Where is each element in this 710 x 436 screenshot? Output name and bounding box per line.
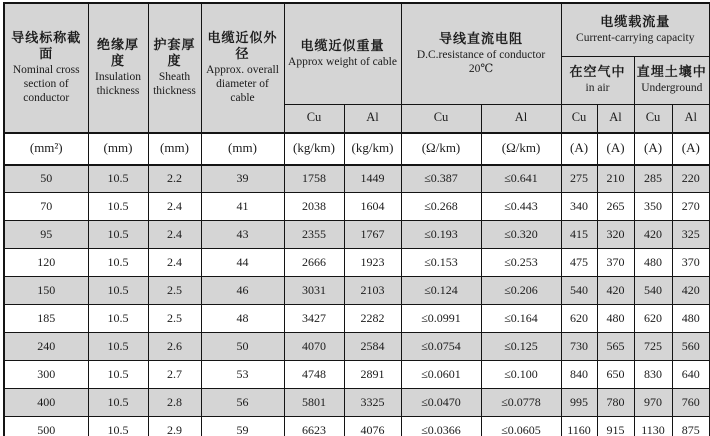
table-cell: 1767 [344, 221, 401, 249]
table-cell: 6623 [284, 417, 344, 436]
table-cell: 1758 [284, 165, 344, 193]
table-cell: ≤0.268 [401, 193, 481, 221]
table-cell: 640 [672, 361, 710, 389]
table-cell: 300 [4, 361, 88, 389]
table-cell: 1449 [344, 165, 401, 193]
table-cell: 70 [4, 193, 88, 221]
table-cell: 48 [201, 305, 284, 333]
table-cell: ≤0.253 [481, 249, 561, 277]
table-cell: 995 [561, 389, 597, 417]
table-cell: 1923 [344, 249, 401, 277]
units-row [4, 133, 710, 165]
table-cell: 10.5 [88, 389, 148, 417]
header-underground-zh: 直埋土壤中 [636, 63, 707, 79]
table-cell: 41 [201, 193, 284, 221]
table-cell: 2103 [344, 277, 401, 305]
table-cell: 150 [4, 277, 88, 305]
table-row [4, 193, 710, 221]
table-cell: 56 [201, 389, 284, 417]
table-cell: 415 [561, 221, 597, 249]
header-diameter-en: Approx. overall diameter of cable [206, 64, 279, 104]
table-cell: 2.4 [148, 249, 201, 277]
table-cell: 2.5 [148, 305, 201, 333]
table-cell: 240 [4, 333, 88, 361]
table-cell: 10.5 [88, 165, 148, 193]
header-approx-weight [284, 3, 401, 104]
table-cell: 185 [4, 305, 88, 333]
header-nominal-cross-section [4, 3, 88, 133]
subheader-underground-al: Al [672, 104, 710, 133]
table-cell: ≤0.124 [401, 277, 481, 305]
header-overall-diameter [201, 3, 284, 133]
header-weight-zh: 电缆近似重量 [300, 37, 385, 53]
table-cell: 2891 [344, 361, 401, 389]
table-cell: ≤0.0601 [401, 361, 481, 389]
table-cell: 3325 [344, 389, 401, 417]
subheader-air-cu: Cu [561, 104, 597, 133]
header-insulation-thickness [88, 3, 148, 133]
subheader-weight-cu: Cu [284, 104, 344, 133]
table-cell: 1160 [561, 417, 597, 436]
table-row [4, 417, 710, 436]
table-row [4, 277, 710, 305]
table-cell: 325 [672, 221, 710, 249]
table-row [4, 361, 710, 389]
table-row [4, 305, 710, 333]
table-cell: 270 [672, 193, 710, 221]
table-row [4, 333, 710, 361]
table-cell: 275 [561, 165, 597, 193]
header-nominal-zh: 导线标称截面 [11, 29, 82, 62]
table-cell: 46 [201, 277, 284, 305]
table-cell: 2282 [344, 305, 401, 333]
header-weight-en: Approx weight of cable [288, 55, 397, 68]
table-cell: 10.5 [88, 221, 148, 249]
header-resistance-temp: 20℃ [468, 62, 494, 75]
header-insulation-en: Insulation thickness [95, 71, 141, 97]
unit-underground-cu: (A) [634, 133, 672, 165]
header-in-air-zh: 在空气中 [569, 63, 626, 79]
table-cell: 730 [561, 333, 597, 361]
header-resistance-en: D.C.resistance of conductor [416, 49, 546, 62]
table-cell: 370 [672, 249, 710, 277]
table-row [4, 389, 710, 417]
table-cell: 2584 [344, 333, 401, 361]
unit-sheath: (mm) [148, 133, 201, 165]
table-cell: 10.5 [88, 417, 148, 436]
table-cell: 320 [597, 221, 634, 249]
table-cell: ≤0.0605 [481, 417, 561, 436]
header-sheath-en: Sheath thickness [153, 71, 196, 97]
table-cell: 95 [4, 221, 88, 249]
table-cell: 540 [634, 277, 672, 305]
table-cell: ≤0.641 [481, 165, 561, 193]
table-row [4, 249, 710, 277]
table-cell: 265 [597, 193, 634, 221]
table-cell: 50 [201, 333, 284, 361]
unit-resistance-cu: (Ω/km) [401, 133, 481, 165]
subheader-air-al: Al [597, 104, 634, 133]
table-cell: ≤0.443 [481, 193, 561, 221]
table-cell: 3031 [284, 277, 344, 305]
table-cell: 760 [672, 389, 710, 417]
table-cell: 39 [201, 165, 284, 193]
header-current-capacity [561, 3, 710, 56]
table-cell: 2038 [284, 193, 344, 221]
table-cell: 50 [4, 165, 88, 193]
unit-weight-cu: (kg/km) [284, 133, 344, 165]
table-cell: 220 [672, 165, 710, 193]
table-cell: 970 [634, 389, 672, 417]
table-cell: 53 [201, 361, 284, 389]
table-cell: 560 [672, 333, 710, 361]
table-cell: ≤0.100 [481, 361, 561, 389]
table-cell: 420 [597, 277, 634, 305]
table-cell: 10.5 [88, 361, 148, 389]
unit-cross-section: (mm²) [4, 133, 88, 165]
header-underground-en: Underground [641, 82, 703, 95]
table-cell: 10.5 [88, 249, 148, 277]
table-cell: 2.4 [148, 193, 201, 221]
unit-weight-al: (kg/km) [344, 133, 401, 165]
header-nominal-en: Nominal cross section of conductor [12, 64, 80, 104]
table-cell: 4748 [284, 361, 344, 389]
table-cell: 350 [634, 193, 672, 221]
table-cell: 420 [672, 277, 710, 305]
table-body [4, 165, 710, 436]
table-cell: 565 [597, 333, 634, 361]
header-in-air-en: in air [585, 82, 610, 95]
table-header [4, 3, 710, 165]
table-cell: 10.5 [88, 305, 148, 333]
table-cell: 2.5 [148, 277, 201, 305]
header-capacity-en: Current-carrying capacity [576, 31, 695, 44]
table-cell: 620 [634, 305, 672, 333]
table-cell: ≤0.193 [401, 221, 481, 249]
table-cell: 4070 [284, 333, 344, 361]
subheader-resistance-al: Al [481, 104, 561, 133]
header-insulation-zh: 绝缘厚度 [96, 36, 139, 68]
table-cell: 480 [634, 249, 672, 277]
table-cell: 370 [597, 249, 634, 277]
table-cell: ≤0.0778 [481, 389, 561, 417]
table-cell: 120 [4, 249, 88, 277]
table-cell: 2.2 [148, 165, 201, 193]
table-cell: 5801 [284, 389, 344, 417]
table-cell: 2.6 [148, 333, 201, 361]
table-cell: ≤0.206 [481, 277, 561, 305]
table-cell: 500 [4, 417, 88, 436]
table-cell: 44 [201, 249, 284, 277]
table-cell: 10.5 [88, 193, 148, 221]
table-cell: ≤0.387 [401, 165, 481, 193]
unit-underground-al: (A) [672, 133, 710, 165]
table-cell: 830 [634, 361, 672, 389]
table-cell: ≤0.125 [481, 333, 561, 361]
unit-air-cu: (A) [561, 133, 597, 165]
table-row [4, 221, 710, 249]
table-cell: 780 [597, 389, 634, 417]
table-cell: 10.5 [88, 333, 148, 361]
table-cell: 3427 [284, 305, 344, 333]
table-cell: 480 [597, 305, 634, 333]
table-cell: 285 [634, 165, 672, 193]
table-cell: 1130 [634, 417, 672, 436]
table-cell: 43 [201, 221, 284, 249]
table-cell: 480 [672, 305, 710, 333]
unit-diameter: (mm) [201, 133, 284, 165]
table-cell: 540 [561, 277, 597, 305]
table-cell: 340 [561, 193, 597, 221]
table-cell: 400 [4, 389, 88, 417]
table-cell: 915 [597, 417, 634, 436]
table-cell: 725 [634, 333, 672, 361]
header-underground [634, 56, 710, 104]
table-cell: ≤0.0754 [401, 333, 481, 361]
table-cell: 4076 [344, 417, 401, 436]
table-cell: 2666 [284, 249, 344, 277]
table-cell: 2.8 [148, 389, 201, 417]
table-cell: 2.4 [148, 221, 201, 249]
table-cell: ≤0.0991 [401, 305, 481, 333]
subheader-resistance-cu: Cu [401, 104, 481, 133]
table-row [4, 165, 710, 193]
cable-spec-table [3, 2, 710, 436]
table-cell: 840 [561, 361, 597, 389]
header-resistance-zh: 导线直流电阻 [439, 30, 524, 46]
header-diameter-zh: 电缆近似外径 [207, 29, 278, 62]
table-cell: ≤0.0470 [401, 389, 481, 417]
table-cell: 420 [634, 221, 672, 249]
table-cell: 1604 [344, 193, 401, 221]
unit-air-al: (A) [597, 133, 634, 165]
unit-resistance-al: (Ω/km) [481, 133, 561, 165]
table-cell: 210 [597, 165, 634, 193]
table-cell: 650 [597, 361, 634, 389]
subheader-underground-cu: Cu [634, 104, 672, 133]
table-cell: ≤0.153 [401, 249, 481, 277]
table-cell: 620 [561, 305, 597, 333]
header-capacity-zh: 电缆载流量 [600, 13, 671, 29]
unit-insulation: (mm) [88, 133, 148, 165]
table-cell: 10.5 [88, 277, 148, 305]
table-cell: 2.7 [148, 361, 201, 389]
table-cell: ≤0.0366 [401, 417, 481, 436]
table-cell: 2355 [284, 221, 344, 249]
header-sheath-thickness [148, 3, 201, 133]
header-in-air [561, 56, 634, 104]
header-sheath-zh: 护套厚度 [153, 36, 196, 68]
table-cell: 59 [201, 417, 284, 436]
table-cell: ≤0.164 [481, 305, 561, 333]
table-cell: 875 [672, 417, 710, 436]
table-cell: ≤0.320 [481, 221, 561, 249]
table-cell: 475 [561, 249, 597, 277]
subheader-weight-al: Al [344, 104, 401, 133]
header-dc-resistance [401, 3, 561, 104]
table-cell: 2.9 [148, 417, 201, 436]
